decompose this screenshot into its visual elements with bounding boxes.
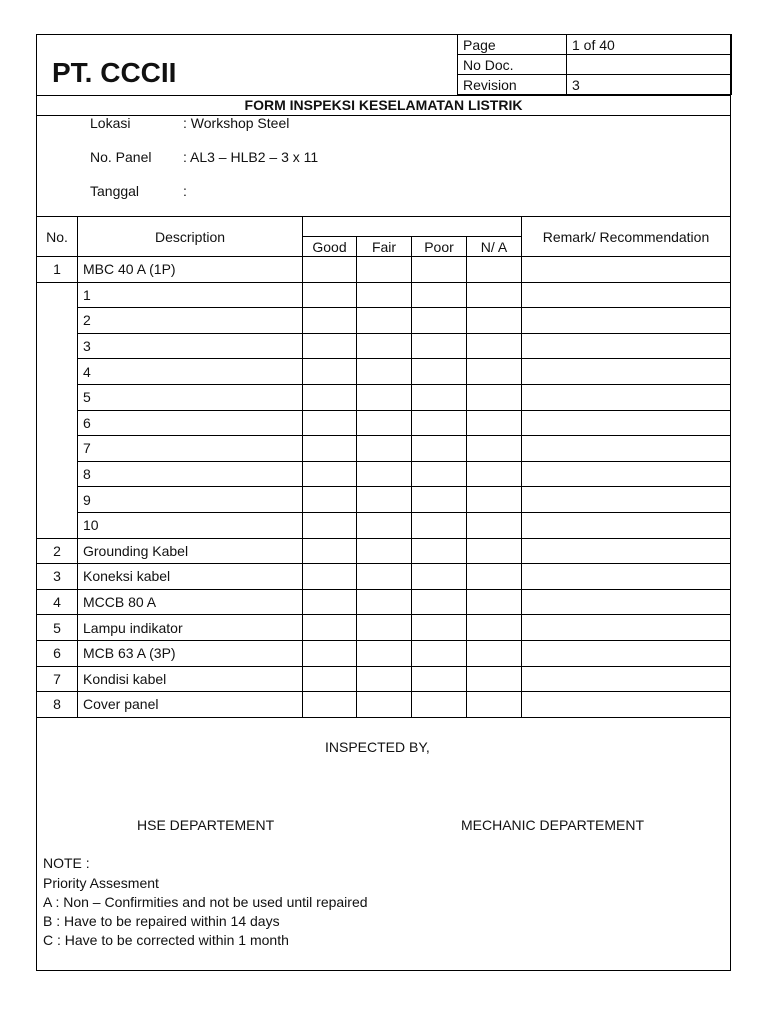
row-na-cell[interactable] — [467, 487, 522, 513]
row-no-cell: 4 — [37, 589, 78, 615]
table-row — [37, 692, 731, 718]
header-good: Good — [303, 237, 357, 257]
row-description-cell: 10 — [78, 512, 303, 538]
row-na-cell[interactable] — [467, 308, 522, 334]
row-poor-cell[interactable] — [412, 282, 467, 308]
row-na-cell[interactable] — [467, 333, 522, 359]
document-meta-table — [457, 34, 732, 95]
row-description-cell: 6 — [78, 410, 303, 436]
row-description-cell: Lampu indikator — [78, 615, 303, 641]
row-fair-cell[interactable] — [357, 615, 412, 641]
row-poor-cell[interactable] — [412, 692, 467, 718]
row-fair-cell[interactable] — [357, 512, 412, 538]
row-remark-cell[interactable] — [522, 512, 731, 538]
row-description-cell: MCCB 80 A — [78, 589, 303, 615]
row-good-cell[interactable] — [303, 564, 357, 590]
row-good-cell[interactable] — [303, 282, 357, 308]
header-poor: Poor — [412, 237, 467, 257]
header-no: No. — [37, 217, 78, 257]
inspection-form — [36, 34, 731, 971]
table-row — [37, 564, 731, 590]
panel-value: : AL3 – HLB2 – 3 x 11 — [183, 149, 319, 165]
row-no-cell: 5 — [37, 615, 78, 641]
row-remark-cell[interactable] — [522, 308, 731, 334]
row-fair-cell[interactable] — [357, 333, 412, 359]
row-remark-cell[interactable] — [522, 257, 731, 283]
row-description-cell: 1 — [78, 282, 303, 308]
row-poor-cell[interactable] — [412, 410, 467, 436]
rating-group-header — [303, 217, 522, 237]
table-row — [37, 308, 731, 334]
row-na-cell[interactable] — [467, 359, 522, 385]
table-row — [37, 461, 731, 487]
note-priority: Priority Assesment — [43, 875, 159, 891]
row-description-cell: 7 — [78, 436, 303, 462]
row-remark-cell[interactable] — [522, 538, 731, 564]
table-row — [37, 436, 731, 462]
row-fair-cell[interactable] — [357, 692, 412, 718]
row-remark-cell[interactable] — [522, 589, 731, 615]
row-na-cell[interactable] — [467, 615, 522, 641]
row-poor-cell[interactable] — [412, 512, 467, 538]
header-na: N/ A — [467, 237, 522, 257]
row-good-cell[interactable] — [303, 487, 357, 513]
row-poor-cell[interactable] — [412, 333, 467, 359]
row-remark-cell[interactable] — [522, 692, 731, 718]
row-fair-cell[interactable] — [357, 640, 412, 666]
row-no-cell: 7 — [37, 666, 78, 692]
row-good-cell[interactable] — [303, 640, 357, 666]
row-na-cell[interactable] — [467, 282, 522, 308]
row-good-cell[interactable] — [303, 615, 357, 641]
row-fair-cell[interactable] — [357, 282, 412, 308]
row-description-cell: Koneksi kabel — [78, 564, 303, 590]
row-good-cell[interactable] — [303, 436, 357, 462]
row-fair-cell[interactable] — [357, 461, 412, 487]
row-good-cell[interactable] — [303, 461, 357, 487]
table-row — [37, 512, 731, 538]
row-description-cell: 8 — [78, 461, 303, 487]
row-poor-cell[interactable] — [412, 589, 467, 615]
table-row — [37, 257, 731, 283]
row-poor-cell[interactable] — [412, 461, 467, 487]
row-remark-cell[interactable] — [522, 487, 731, 513]
hse-department: HSE DEPARTEMENT — [137, 817, 275, 833]
row-remark-cell[interactable] — [522, 666, 731, 692]
row-description-cell: MBC 40 A (1P) — [78, 257, 303, 283]
row-description-cell: 5 — [78, 384, 303, 410]
header-description: Description — [78, 217, 303, 257]
note-a: A : Non – Confirmities and not be used until repaired — [43, 894, 368, 910]
row-poor-cell[interactable] — [412, 257, 467, 283]
table-row — [37, 538, 731, 564]
row-good-cell[interactable] — [303, 512, 357, 538]
row-remark-cell[interactable] — [522, 461, 731, 487]
row-description-cell: Cover panel — [78, 692, 303, 718]
row-good-cell[interactable] — [303, 359, 357, 385]
row-remark-cell[interactable] — [522, 615, 731, 641]
note-c: C : Have to be corrected within 1 month — [43, 932, 289, 948]
mechanic-department: MECHANIC DEPARTEMENT — [461, 817, 645, 833]
note-b: B : Have to be repaired within 14 days — [43, 913, 280, 929]
table-row — [37, 666, 731, 692]
row-poor-cell[interactable] — [412, 564, 467, 590]
table-row — [37, 384, 731, 410]
row-description-cell: MCB 63 A (3P) — [78, 640, 303, 666]
row-fair-cell[interactable] — [357, 257, 412, 283]
row-poor-cell[interactable] — [412, 359, 467, 385]
row-na-cell[interactable] — [467, 640, 522, 666]
meta-label: Revision — [458, 75, 567, 95]
header-fair: Fair — [357, 237, 412, 257]
row-na-cell[interactable] — [467, 666, 522, 692]
table-row — [37, 359, 731, 385]
row-good-cell[interactable] — [303, 666, 357, 692]
row-description-cell: Kondisi kabel — [78, 666, 303, 692]
meta-value: 3 — [567, 75, 732, 95]
row-poor-cell[interactable] — [412, 487, 467, 513]
row-na-cell[interactable] — [467, 589, 522, 615]
panel-label: No. Panel — [90, 149, 152, 165]
row-good-cell[interactable] — [303, 257, 357, 283]
row-na-cell[interactable] — [467, 538, 522, 564]
row-fair-cell[interactable] — [357, 564, 412, 590]
tanggal-value: : — [183, 183, 187, 199]
company-name: PT. CCCII — [52, 57, 177, 88]
row-description-cell: 9 — [78, 487, 303, 513]
row-remark-cell[interactable] — [522, 384, 731, 410]
row-na-cell[interactable] — [467, 410, 522, 436]
row-na-cell[interactable] — [467, 564, 522, 590]
row-fair-cell[interactable] — [357, 487, 412, 513]
row-fair-cell[interactable] — [357, 384, 412, 410]
row-fair-cell[interactable] — [357, 666, 412, 692]
row-remark-cell[interactable] — [522, 282, 731, 308]
lokasi-label: Lokasi — [90, 115, 131, 131]
table-row — [37, 333, 731, 359]
row-fair-cell[interactable] — [357, 589, 412, 615]
row-no-cell: 6 — [37, 640, 78, 666]
row-good-cell[interactable] — [303, 538, 357, 564]
row-na-cell[interactable] — [467, 692, 522, 718]
checklist-rows — [37, 257, 731, 718]
row-remark-cell[interactable] — [522, 640, 731, 666]
row-description-cell: Grounding Kabel — [78, 538, 303, 564]
row-good-cell[interactable] — [303, 589, 357, 615]
meta-value — [567, 55, 732, 75]
row-description-cell: 2 — [78, 308, 303, 334]
table-row — [37, 410, 731, 436]
row-fair-cell[interactable] — [357, 538, 412, 564]
row-description-cell: 4 — [78, 359, 303, 385]
row-fair-cell[interactable] — [357, 436, 412, 462]
row-fair-cell[interactable] — [357, 308, 412, 334]
header-remark: Remark/ Recommendation — [522, 217, 731, 257]
table-row — [37, 640, 731, 666]
row-poor-cell[interactable] — [412, 308, 467, 334]
row-remark-cell[interactable] — [522, 564, 731, 590]
row-remark-cell[interactable] — [522, 436, 731, 462]
row-poor-cell[interactable] — [412, 384, 467, 410]
row-poor-cell[interactable] — [412, 538, 467, 564]
row-na-cell[interactable] — [467, 461, 522, 487]
row-good-cell[interactable] — [303, 692, 357, 718]
row-na-cell[interactable] — [467, 257, 522, 283]
row-fair-cell[interactable] — [357, 359, 412, 385]
row-no-cell: 2 — [37, 538, 78, 564]
row-good-cell[interactable] — [303, 384, 357, 410]
table-row — [37, 615, 731, 641]
note-heading: NOTE : — [43, 855, 90, 871]
table-row — [37, 487, 731, 513]
row-fair-cell[interactable] — [357, 410, 412, 436]
row-description-cell: 3 — [78, 333, 303, 359]
row-no-cell: 3 — [37, 564, 78, 590]
row-no-cell — [37, 282, 78, 538]
row-good-cell[interactable] — [303, 333, 357, 359]
row-poor-cell[interactable] — [412, 640, 467, 666]
row-remark-cell[interactable] — [522, 359, 731, 385]
inspected-by: INSPECTED BY, — [325, 739, 430, 755]
row-poor-cell[interactable] — [412, 666, 467, 692]
row-good-cell[interactable] — [303, 308, 357, 334]
row-na-cell[interactable] — [467, 384, 522, 410]
row-no-cell: 1 — [37, 257, 78, 283]
lokasi-value: : Workshop Steel — [183, 115, 290, 131]
row-good-cell[interactable] — [303, 410, 357, 436]
meta-value: 1 of 40 — [567, 35, 732, 55]
meta-label: No Doc. — [458, 55, 567, 75]
row-na-cell[interactable] — [467, 512, 522, 538]
form-title: FORM INSPEKSI KESELAMATAN LISTRIK — [37, 95, 730, 116]
row-na-cell[interactable] — [467, 436, 522, 462]
row-no-cell: 8 — [37, 692, 78, 718]
row-remark-cell[interactable] — [522, 333, 731, 359]
table-row — [37, 282, 731, 308]
checklist-table — [36, 216, 731, 718]
tanggal-label: Tanggal — [90, 183, 140, 199]
meta-label: Page — [458, 35, 567, 55]
row-remark-cell[interactable] — [522, 410, 731, 436]
table-row — [37, 589, 731, 615]
row-poor-cell[interactable] — [412, 615, 467, 641]
row-poor-cell[interactable] — [412, 436, 467, 462]
